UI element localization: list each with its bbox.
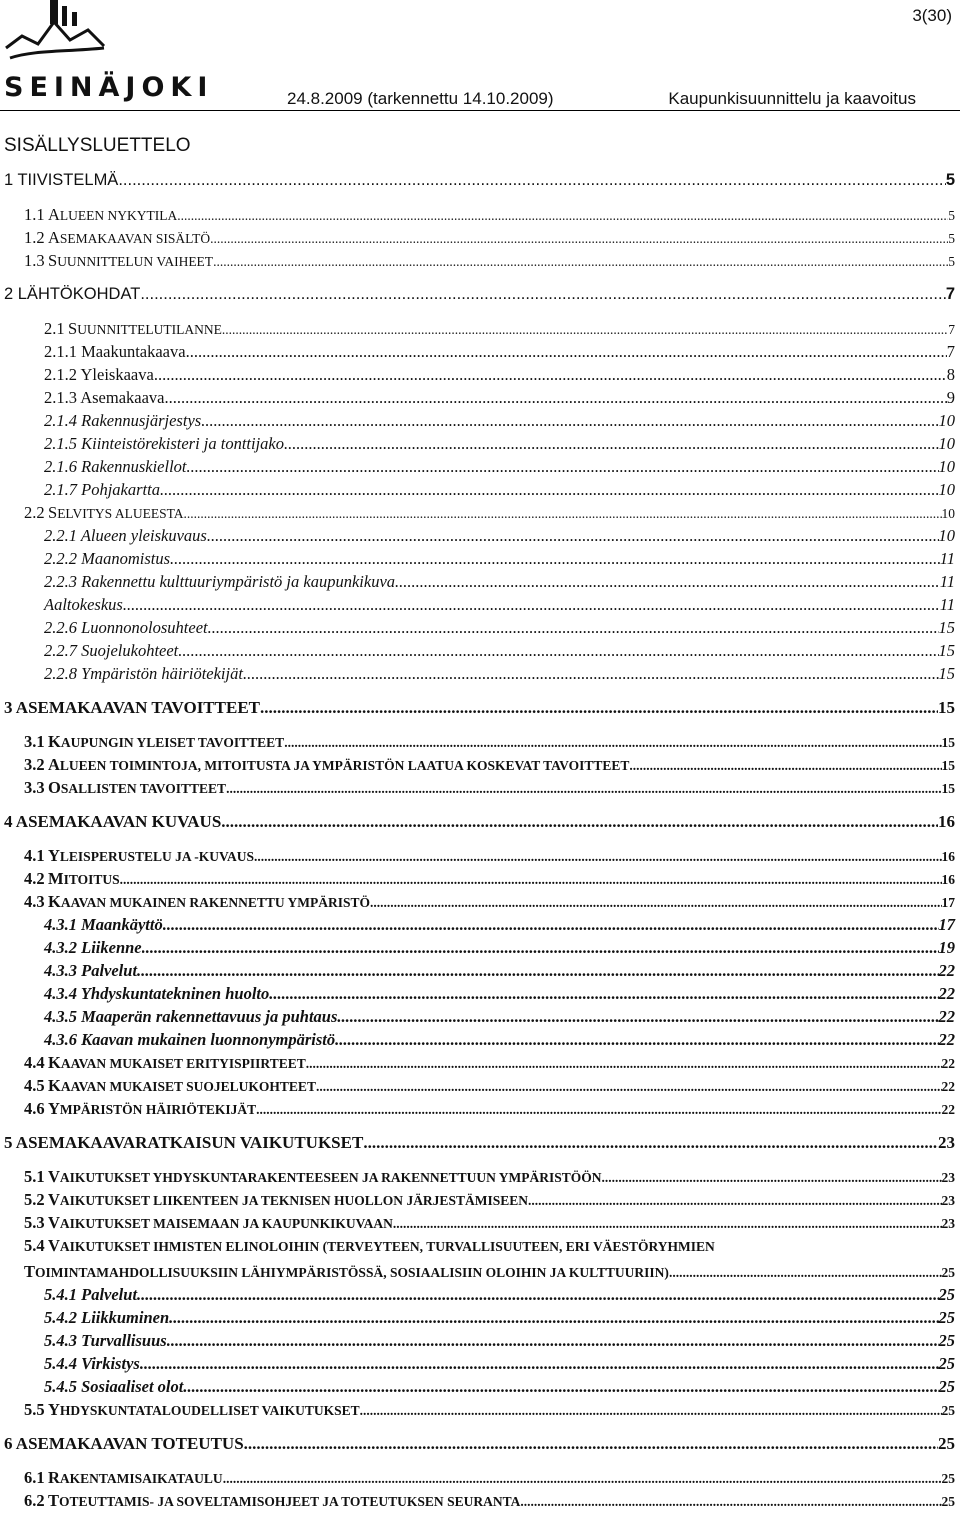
toc-leader-dots: [207, 526, 939, 546]
toc-entry-page: 22: [938, 961, 955, 980]
toc-entry-label: 4.3.6 Kaavan mukainen luonnonympäristö: [44, 1030, 336, 1049]
toc-entry-label: 1.1 ALUEEN NYKYTILA: [24, 205, 178, 224]
toc-entry[interactable]: [24, 846, 955, 868]
toc-entry-label: 5.4.1 Palvelut: [44, 1285, 138, 1304]
toc-entry[interactable]: [24, 1468, 955, 1490]
toc-entry[interactable]: [44, 1030, 955, 1052]
toc-entry-page: 25: [941, 1494, 955, 1509]
toc-entry-label: Aaltokeskus: [44, 595, 123, 614]
toc-entry-label: 4.3 KAAVAN MUKAINEN RAKENNETTU YMPÄRISTÖ: [24, 892, 371, 911]
toc-entry[interactable]: [24, 1400, 955, 1422]
toc-leader-dots: [226, 781, 941, 797]
toc-entry-label: 4.6 YMPÄRISTÖN HÄIRIÖTEKIJÄT: [24, 1099, 257, 1118]
toc-entry-label: 2.2.1 Alueen yleiskuvaus: [44, 526, 207, 545]
toc-entry[interactable]: [24, 228, 955, 250]
toc-entry-label: 2.2.3 Rakennettu kulttuuriympäristö ja kaupunkikuva: [44, 572, 396, 591]
toc-leader-dots: [269, 984, 938, 1004]
toc-entry-label: 2.1.2 Yleiskaava: [44, 365, 154, 384]
toc-entry[interactable]: [44, 1377, 955, 1399]
toc-entry[interactable]: [44, 1285, 955, 1307]
toc-entry-label: 2.2 SELVITYS ALUEESTA: [24, 503, 184, 522]
toc-entry[interactable]: [24, 778, 955, 800]
toc-entry-label: 5.4.4 Virkistys: [44, 1354, 140, 1373]
toc-leader-dots: [629, 758, 941, 774]
toc-entry-page: 17: [938, 915, 955, 934]
toc-leader-dots: [256, 1102, 941, 1118]
page-header: [0, 0, 960, 112]
toc-entry-label: 5.3 VAIKUTUKSET MAISEMAAN JA KAUPUNKIKUVAAN: [24, 1213, 393, 1232]
toc-leader-dots: [306, 1056, 942, 1072]
toc-entry-page: 16: [941, 849, 955, 864]
toc-entry[interactable]: [44, 388, 955, 410]
toc-leader-dots: [222, 322, 948, 338]
toc-entry-page: 15: [938, 618, 955, 637]
toc-entry[interactable]: [24, 1491, 955, 1513]
toc-entry[interactable]: [44, 664, 955, 686]
toc-entry-page: 5: [948, 254, 955, 269]
toc-entry-page: 23: [941, 1216, 955, 1231]
toc-entry[interactable]: [44, 618, 955, 640]
toc-leader-dots: [184, 506, 942, 522]
toc-entry[interactable]: [4, 285, 955, 307]
toc-entry[interactable]: [4, 1434, 955, 1456]
toc-entry-page: 22: [938, 984, 955, 1003]
toc-entry-page: 22: [938, 1030, 955, 1049]
toc-leader-dots: [393, 1216, 942, 1232]
toc-entry[interactable]: [44, 411, 955, 433]
toc-entry[interactable]: [4, 171, 955, 193]
toc-leader-dots: [335, 1030, 938, 1050]
toc-leader-dots: [602, 1170, 942, 1186]
toc-entry-label: 4.4 KAAVAN MUKAISET ERITYISPIIRTEET: [24, 1053, 306, 1072]
toc-entry-page: 15: [938, 698, 955, 717]
toc-entry[interactable]: [44, 526, 955, 548]
toc-entry-page: 15: [941, 781, 955, 796]
toc-leader-dots: [223, 1471, 942, 1487]
toc-leader-dots: [120, 872, 942, 888]
toc-entry[interactable]: [24, 205, 955, 227]
toc-entry-label: 3 ASEMAKAAVAN TAVOITTEET: [4, 698, 261, 717]
toc-entry-page: 5: [945, 171, 955, 189]
toc-entry-label: 2.2.2 Maanomistus: [44, 549, 171, 568]
toc-entry-page: 15: [941, 758, 955, 773]
toc-entry-label: 4.3.5 Maaperän rakennettavuus ja puhtaus: [44, 1007, 338, 1026]
toc-leader-dots: [284, 735, 941, 751]
toc-entry-label: 1 TIIVISTELMÄ: [4, 171, 119, 189]
toc-entry-page: 10: [938, 457, 955, 476]
toc-entry[interactable]: [44, 365, 955, 387]
toc-leader-dots: [337, 1007, 938, 1027]
toc-entry-label: 3.2 ALUEEN TOIMINTOJA, MITOITUSTA JA YMPÄRISTÖN LAATUA KOSKEVAT TAVOITTEET: [24, 755, 630, 774]
toc-entry[interactable]: [24, 1190, 955, 1212]
toc-entry[interactable]: [44, 434, 955, 456]
toc-leader-dots: [244, 1434, 938, 1454]
toc-entry-label: 5.1 VAIKUTUKSET YHDYSKUNTARAKENTEESEEN JA RAKENNETTUUN YMPÄRISTÖÖN: [24, 1167, 602, 1186]
toc-entry-page: 22: [941, 1079, 955, 1094]
toc-entry-page: 15: [941, 735, 955, 750]
toc-entry[interactable]: [24, 503, 955, 525]
toc-entry-page: 16: [938, 812, 955, 831]
toc-entry[interactable]: [24, 1213, 955, 1235]
toc-entry-page: 22: [938, 1007, 955, 1026]
toc-entry-page: 10: [938, 526, 955, 545]
department-name: Kaupunkisuunnittelu ja kaavoitus: [668, 89, 916, 108]
toc-leader-dots: [140, 1354, 939, 1374]
toc-leader-dots: [137, 1285, 938, 1305]
toc-entry-page: 25: [938, 1434, 955, 1453]
toc-leader-dots: [187, 457, 939, 477]
toc-leader-dots: [201, 411, 938, 431]
toc-entry-page: 15: [938, 641, 955, 660]
toc-entry[interactable]: [44, 1007, 955, 1029]
toc-leader-dots: [370, 895, 941, 911]
toc-leader-dots: [123, 595, 940, 615]
toc-entry-label: 4.5 KAAVAN MUKAISET SUOJELUKOHTEET: [24, 1076, 316, 1095]
toc-entry-page: 10: [941, 506, 955, 521]
toc-entry-page: 25: [941, 1403, 955, 1418]
toc-leader-dots: [165, 388, 947, 408]
toc-entry[interactable]: [24, 1053, 955, 1075]
toc-leader-dots: [243, 664, 939, 684]
toc-entry-label: 2.1.4 Rakennusjärjestys: [44, 411, 202, 430]
toc-entry-label: 4.3.3 Palvelut: [44, 961, 138, 980]
toc-entry[interactable]: [44, 915, 955, 937]
toc-leader-dots: [183, 1377, 938, 1397]
toc-entry-page: 5: [948, 231, 955, 246]
logo-wordmark: SEINÄJOKI: [4, 72, 214, 103]
toc-entry-page: 25: [938, 1331, 955, 1350]
toc-entry-page: 25: [938, 1354, 955, 1373]
toc-entry[interactable]: [44, 319, 955, 341]
toc-entry[interactable]: [24, 1099, 955, 1121]
toc-entry-label: 6 ASEMAKAAVAN TOTEUTUS: [4, 1434, 244, 1453]
toc-entry-label: 5.4.2 Liikkuminen: [44, 1308, 170, 1327]
toc-title: SISÄLLYSLUETTELO: [4, 135, 191, 156]
toc-entry-page: 25: [938, 1377, 955, 1396]
toc-entry[interactable]: [4, 1133, 955, 1155]
toc-entry-label: 5.2 VAIKUTUKSET LIIKENTEEN JA TEKNISEN HUOLLON JÄRJESTÄMISEEN: [24, 1190, 528, 1209]
toc-entry-page: 7: [946, 342, 955, 361]
toc-entry-page: 23: [941, 1193, 955, 1208]
toc-entry-label: 2.1 SUUNNITTELUTILANNE: [44, 319, 222, 338]
toc-leader-dots: [208, 618, 939, 638]
toc-entry-label: 2.1.3 Asemakaava: [44, 388, 165, 407]
toc-entry-label: 5 ASEMAKAAVARATKAISUN VAIKUTUKSET: [4, 1133, 364, 1152]
toc-entry-page: 16: [941, 872, 955, 887]
toc-entry[interactable]: [44, 342, 955, 364]
toc-entry[interactable]: [24, 1167, 955, 1189]
toc-entry[interactable]: [24, 869, 955, 891]
toc-entry-label: TOIMINTAMAHDOLLISUUKSIIN LÄHIYMPÄRISTÖSSÄ, SOSIAALISIIN OLOIHIN JA KULTTUURIIN): [24, 1262, 669, 1281]
toc-leader-dots: [528, 1193, 942, 1209]
toc-entry-label: 5.4.3 Turvallisuus: [44, 1331, 167, 1350]
toc-entry-label: 3.3 OSALLISTEN TAVOITTEET: [24, 778, 227, 797]
toc-leader-dots: [160, 480, 939, 500]
toc-entry[interactable]: [44, 1308, 955, 1330]
toc-entry-label: 4.1 YLEISPERUSTELU JA -KUVAUS: [24, 846, 254, 865]
toc-leader-dots: [177, 208, 948, 224]
toc-leader-dots: [163, 915, 939, 935]
toc-entry-page: 11: [939, 549, 955, 568]
toc-entry-label: 2.1.7 Pohjakartta: [44, 480, 160, 499]
toc-entry[interactable]: [44, 1331, 955, 1353]
toc-entry[interactable]: [24, 1236, 955, 1258]
toc-entry-label: 1.2 ASEMAKAAVAN SISÄLTÖ: [24, 228, 211, 247]
toc-entry[interactable]: [4, 698, 955, 720]
toc-entry-label: 1.3 SUUNNITTELUN VAIHEET: [24, 251, 214, 270]
toc-leader-dots: [360, 1403, 942, 1419]
toc-entry-label: 4.3.4 Yhdyskuntatekninen huolto: [44, 984, 270, 1003]
toc-leader-dots: [284, 434, 939, 454]
toc-entry-label: 5.4.5 Sosiaaliset olot: [44, 1377, 184, 1396]
toc-entry-page: 25: [941, 1265, 955, 1280]
toc-leader-dots: [140, 285, 946, 304]
toc-entry[interactable]: [24, 1262, 955, 1284]
toc-entry-page: 22: [941, 1102, 955, 1117]
toc-entry-label: 4 ASEMAKAAVAN KUVAUS: [4, 812, 222, 831]
toc-leader-dots: [186, 342, 947, 362]
toc-entry[interactable]: [44, 457, 955, 479]
document-date: 24.8.2009 (tarkennettu 14.10.2009): [287, 89, 554, 108]
toc-leader-dots: [154, 365, 947, 385]
toc-entry-label: 6.2 TOTEUTTAMIS- JA SOVELTAMISOHJEET JA TOTEUTUKSEN SEURANTA: [24, 1491, 521, 1510]
toc-entry-label: 2 LÄHTÖKOHDAT: [4, 285, 141, 303]
toc-entry-label: 5.4 VAIKUTUKSET IHMISTEN ELINOLOIHIN (TERVEYTEEN, TURVALLISUUTEEN, ERI VÄESTÖRYHMIEN: [24, 1236, 715, 1255]
toc-entry[interactable]: [44, 480, 955, 502]
toc-entry[interactable]: [44, 572, 955, 594]
toc-leader-dots: [169, 1308, 938, 1328]
toc-leader-dots: [316, 1079, 942, 1095]
toc-entry-label: 5.5 YHDYSKUNTATALOUDELLISET VAIKUTUKSET: [24, 1400, 360, 1419]
toc-entry-page: 19: [938, 938, 955, 957]
toc-entry[interactable]: [24, 755, 955, 777]
toc-entry-page: 7: [948, 322, 955, 337]
toc-entry[interactable]: [44, 641, 955, 663]
toc-entry-page: 25: [938, 1308, 955, 1327]
toc-leader-dots: [520, 1494, 941, 1510]
toc-entry-page: 22: [941, 1056, 955, 1071]
toc-entry-page: 10: [938, 411, 955, 430]
toc-leader-dots: [395, 572, 940, 592]
toc-entry-page: 5: [948, 208, 955, 223]
toc-entry-page: 9: [946, 388, 955, 407]
toc-leader-dots: [363, 1133, 938, 1153]
toc-entry-label: 2.1.5 Kiinteistörekisteri ja tonttijako: [44, 434, 284, 453]
toc-leader-dots: [210, 231, 948, 247]
toc-leader-dots: [118, 171, 945, 190]
toc-entry[interactable]: [24, 251, 955, 273]
toc-entry-page: 23: [938, 1133, 955, 1152]
header-divider: [0, 110, 960, 111]
toc-entry-label: 2.1.6 Rakennuskiellot: [44, 457, 187, 476]
toc-entry-label: 2.2.8 Ympäristön häiriötekijät: [44, 664, 243, 683]
toc-entry-label: 2.1.1 Maakuntakaava: [44, 342, 186, 361]
toc-entry[interactable]: [24, 732, 955, 754]
toc-entry-label: 2.2.6 Luonnonolosuhteet: [44, 618, 208, 637]
toc-entry-label: 4.2 MITOITUS: [24, 869, 120, 888]
toc-leader-dots: [178, 641, 938, 661]
toc-entry[interactable]: [44, 549, 955, 571]
toc-entry-page: 11: [939, 595, 955, 614]
toc-entry[interactable]: [44, 984, 955, 1006]
toc-entry-page: 10: [938, 480, 955, 499]
toc-entry-page: 11: [939, 572, 955, 591]
toc-entry[interactable]: [24, 1076, 955, 1098]
toc-leader-dots: [254, 849, 942, 865]
toc-entry-page: 17: [941, 895, 955, 910]
toc-leader-dots: [137, 961, 938, 981]
toc-entry[interactable]: [4, 812, 955, 834]
toc-entry[interactable]: [44, 595, 955, 617]
toc-entry-page: 25: [938, 1285, 955, 1304]
toc-leader-dots: [167, 1331, 939, 1351]
toc-leader-dots: [170, 549, 940, 569]
toc-entry-page: 23: [941, 1170, 955, 1185]
toc-leader-dots: [260, 698, 938, 718]
toc-entry-label: 6.1 RAKENTAMISAIKATAULU: [24, 1468, 223, 1487]
toc-entry-label: 2.2.7 Suojelukohteet: [44, 641, 179, 660]
toc-entry[interactable]: [44, 961, 955, 983]
page-number: 3(30): [912, 6, 952, 25]
toc-entry-page: 15: [938, 664, 955, 683]
toc-leader-dots: [142, 938, 939, 958]
toc-entry-page: 25: [941, 1471, 955, 1486]
toc-leader-dots: [221, 812, 938, 832]
toc-entry-label: 4.3.1 Maankäyttö: [44, 915, 163, 934]
toc-entry-page: 7: [945, 285, 955, 303]
toc-entry-page: 8: [946, 365, 955, 384]
toc-entry[interactable]: [44, 938, 955, 960]
toc-leader-dots: [213, 254, 948, 270]
toc-entry-label: 3.1 KAUPUNGIN YLEISET TAVOITTEET: [24, 732, 285, 751]
toc-entry[interactable]: [44, 1354, 955, 1376]
toc-leader-dots: [669, 1265, 942, 1281]
toc-entry-label: 4.3.2 Liikenne: [44, 938, 142, 957]
toc-entry[interactable]: [24, 892, 955, 914]
toc-entry-page: 10: [938, 434, 955, 453]
